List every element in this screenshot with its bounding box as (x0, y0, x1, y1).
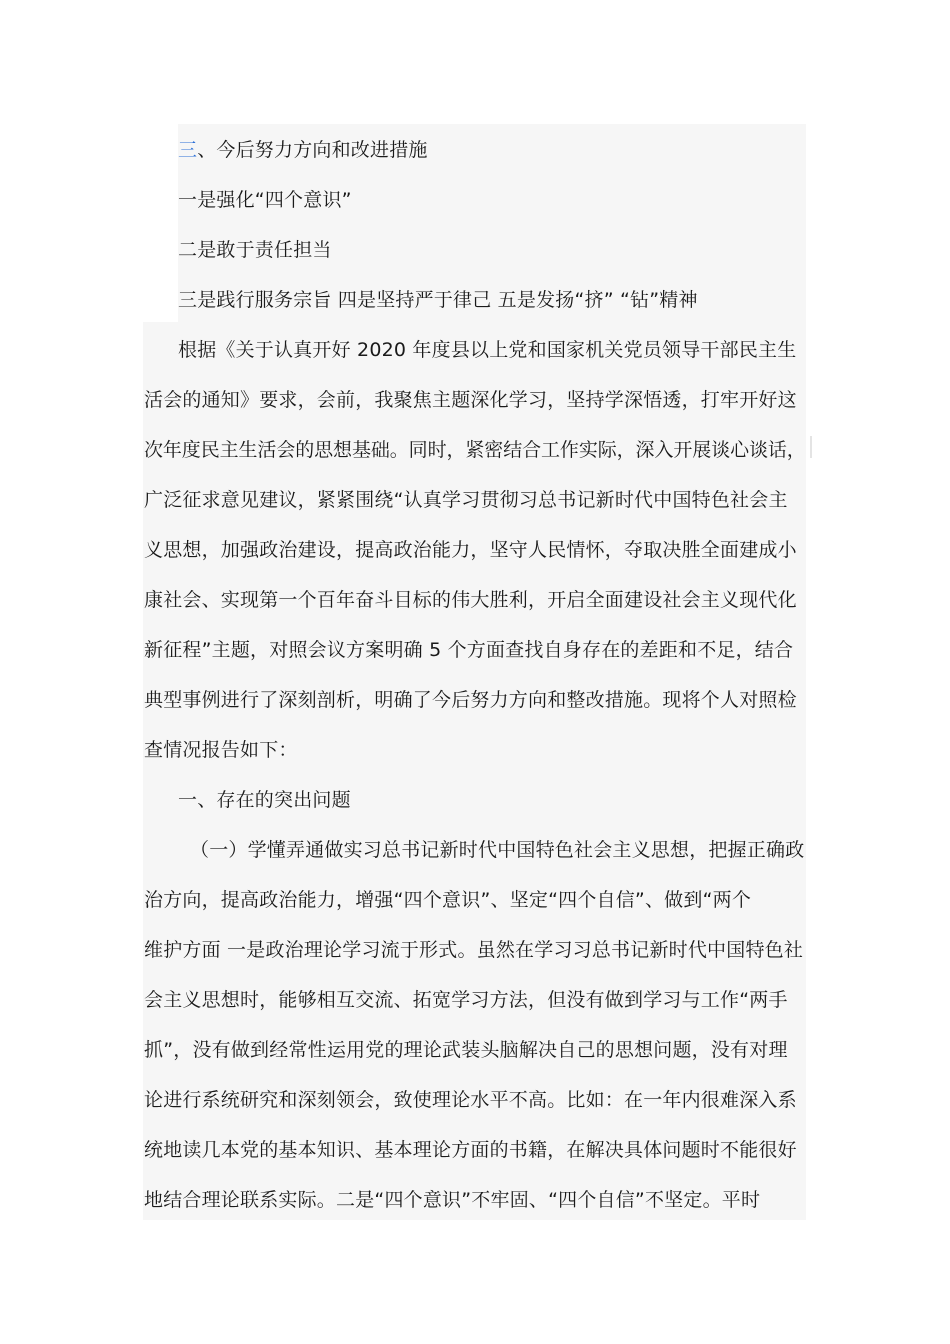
intro-line-7: 新征程”主题，对照会议方案明确 5 个方面查找自身存在的差距和不足，结合 (144, 639, 794, 661)
body-line-1: （一）学懂弄通做实习总书记新时代中国特色社会主义思想，把握正确政 (190, 839, 805, 861)
section-one-heading: 一、存在的突出问题 (178, 789, 351, 811)
edge-marker (810, 436, 812, 458)
section-three-title: 、今后努力方向和改进措施 (197, 139, 428, 161)
intro-line-6: 康社会、实现第一个百年奋斗目标的伟大胜利，开启全面建设社会主义现代化 (144, 589, 797, 611)
intro-line-9: 查情况报告如下： (144, 739, 298, 761)
intro-line-1: 根据《关于认真开好 2020 年度县以上党和国家机关党员领导干部民主生 (178, 339, 797, 361)
body-line-8: 地结合理论联系实际。二是“四个意识”不牢固、“四个自信”不坚定。平时 (144, 1189, 761, 1211)
item-line-1: 一是强化“四个意识” (178, 189, 352, 211)
intro-line-3: 次年度民主生活会的思想基础。同时，紧密结合工作实际，深入开展谈心谈话， (144, 439, 806, 461)
body-line-6: 论进行系统研究和深刻领会，致使理论水平不高。比如：在一年内很难深入系 (144, 1089, 797, 1111)
body-line-3: 维护方面 一是政治理论学习流于形式。虽然在学习习总书记新时代中国特色社 (144, 939, 804, 961)
section-three-heading (178, 137, 428, 163)
intro-line-4: 广泛征求意见建议，紧紧围绕“认真学习贯彻习总书记新时代中国特色社会主 (144, 489, 788, 511)
item-line-3: 三是践行服务宗旨 四是坚持严于律己 五是发扬“挤” “钻”精神 (178, 289, 698, 311)
intro-line-2: 活会的通知》要求，会前，我聚焦主题深化学习，坚持学深悟透，打牢开好这 (144, 389, 797, 411)
body-line-5: 抓”，没有做到经常性运用党的理论武装头脑解决自己的思想问题，没有对理 (144, 1039, 788, 1061)
body-line-2: 治方向，提高政治能力，增强“四个意识”、坚定“四个自信”、做到“两个 (144, 889, 752, 911)
body-line-4: 会主义思想时，能够相互交流、拓宽学习方法，但没有做到学习与工作“两手 (144, 989, 788, 1011)
intro-line-5: 义思想，加强政治建设，提高政治能力，坚守人民情怀，夺取决胜全面建成小 (144, 539, 797, 561)
body-line-7: 统地读几本党的基本知识、基本理论方面的书籍，在解决具体问题时不能很好 (144, 1139, 797, 1161)
intro-line-8: 典型事例进行了深刻剖析，明确了今后努力方向和整改措施。现将个人对照检 (144, 689, 797, 711)
item-line-2: 二是敢于责任担当 (178, 239, 332, 261)
section-three-number: 三 (178, 139, 198, 161)
